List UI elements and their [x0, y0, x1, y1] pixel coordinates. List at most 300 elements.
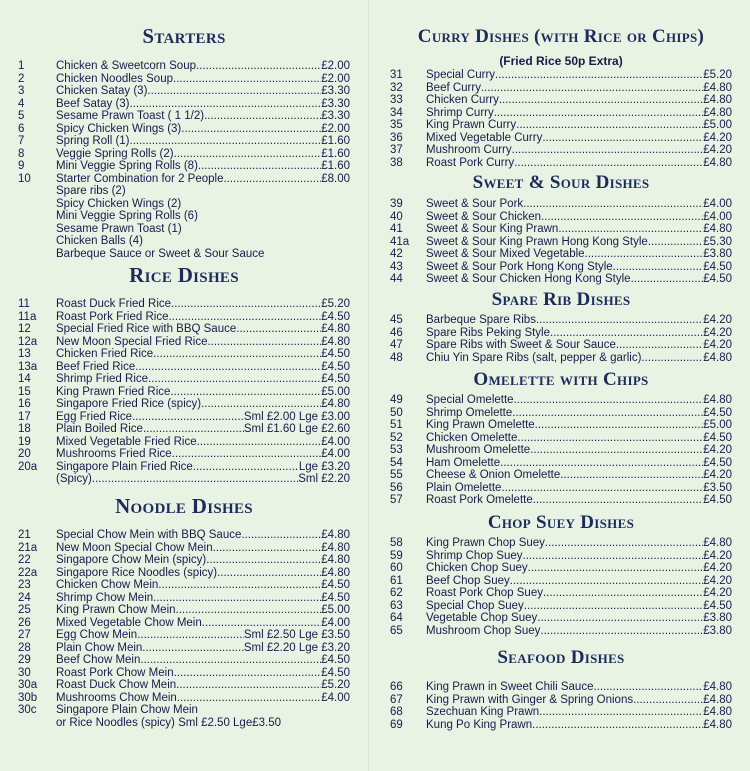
item-name: Beef Satay (3)	[56, 97, 130, 110]
item-name: Mixed Vegetable Fried Rice	[56, 435, 197, 448]
leader-dots	[158, 579, 321, 592]
item-price: £4.80	[321, 335, 350, 348]
item-number: 17	[18, 410, 31, 423]
item-price: £3.80	[703, 248, 732, 260]
item-name: Spring Roll (1)	[56, 135, 130, 147]
item-number: 30b	[18, 691, 38, 704]
menu-item	[390, 444, 732, 457]
sweet-sour-list	[390, 198, 732, 286]
item-number: 24	[18, 591, 31, 604]
item-price: £4.80	[703, 537, 732, 549]
item-number: 35	[390, 119, 403, 131]
menu-item	[18, 173, 350, 186]
menu-item	[390, 314, 732, 327]
leader-dots	[494, 107, 703, 120]
leader-dots	[176, 604, 322, 617]
item-price: £4.20	[703, 339, 732, 351]
leader-dots	[130, 98, 322, 111]
item-price: £5.20	[321, 298, 350, 310]
item-name: Sweet & Sour Mixed Vegetable	[426, 248, 585, 260]
item-name: King Prawn Curry	[426, 119, 517, 131]
item-price: £4.20	[703, 326, 732, 339]
item-price: £2.00	[321, 122, 350, 135]
leader-dots	[585, 248, 704, 261]
item-number: 53	[390, 444, 403, 456]
item-number: 16	[18, 398, 31, 410]
item-number: 11a	[18, 310, 37, 323]
menu-item	[390, 261, 732, 274]
item-number: 61	[390, 574, 403, 587]
item-price: £5.20	[703, 69, 732, 81]
combination-item: Mini Veggie Spring Rolls (6)	[56, 210, 198, 222]
leader-dots	[633, 694, 703, 707]
item-number: 31	[390, 69, 403, 81]
menu-item	[18, 642, 350, 655]
menu-item	[18, 667, 350, 680]
item-name: Szechuan King Prawn	[426, 706, 540, 718]
menu-item	[18, 298, 350, 311]
leader-dots	[236, 323, 321, 336]
item-name: Starter Combination for 2 People	[56, 172, 224, 185]
item-price: £4.80	[703, 693, 732, 706]
menu-item	[18, 361, 350, 374]
item-number: 30c	[18, 704, 37, 716]
menu-item	[18, 529, 350, 542]
leader-dots	[177, 692, 321, 705]
menu-item	[390, 612, 732, 625]
item-price: £4.50	[321, 310, 350, 323]
leader-dots	[500, 457, 703, 470]
leader-dots	[532, 719, 703, 732]
menu-item	[18, 148, 350, 161]
leader-dots	[530, 444, 703, 457]
item-price: £5.30	[703, 235, 732, 248]
leader-dots	[140, 654, 321, 667]
noodle-list	[18, 529, 350, 729]
item-number: 20	[18, 448, 31, 460]
menu-item	[18, 386, 350, 399]
menu-item	[390, 482, 732, 495]
item-number: 12	[18, 323, 31, 335]
leader-dots	[648, 236, 703, 249]
menu-item	[390, 248, 732, 261]
leader-dots	[196, 60, 321, 73]
item-name: Mixed Vegetable Curry	[426, 131, 543, 144]
leader-dots	[147, 85, 321, 98]
leader-dots	[545, 537, 703, 550]
section-title-starters: Starters	[142, 24, 226, 48]
section-title-omelette: Omelette with Chips	[473, 369, 649, 390]
item-number: 38	[390, 156, 403, 169]
item-name: Egg Fried Rice	[56, 410, 133, 423]
menu-item	[390, 394, 732, 407]
item-number: 67	[390, 693, 403, 706]
item-price: £4.20	[703, 549, 732, 562]
item-name: Shrimp Curry	[426, 106, 494, 119]
item-name: Plain Omelette	[426, 481, 502, 494]
item-name: Shrimp Chow Mein	[56, 591, 154, 604]
item-name: Plain Boiled Rice	[56, 423, 143, 435]
item-price: £4.00	[321, 435, 350, 448]
menu-item	[18, 348, 350, 361]
item-price: £4.50	[703, 599, 732, 612]
item-price: £4.80	[703, 681, 732, 693]
item-price: Sml £1.60 Lge £2.60	[243, 423, 350, 435]
item-name: Ham Omelette	[426, 456, 501, 469]
leader-dots	[204, 110, 321, 123]
leader-dots	[174, 667, 322, 680]
item-price: Sml £2.20	[298, 473, 350, 485]
spare-rib-list	[390, 314, 732, 364]
item-price: £4.50	[703, 273, 732, 285]
leader-dots	[550, 327, 703, 340]
leader-dots	[613, 261, 704, 274]
item-number: 3	[18, 85, 25, 97]
item-price: Sml £2.00 Lge £3.00	[243, 410, 350, 423]
leader-dots	[516, 119, 703, 132]
item-name: Beef Curry	[426, 81, 481, 94]
section-title-seafood: Seafood Dishes	[497, 647, 625, 668]
leader-dots	[223, 173, 321, 186]
item-name: Sweet & Sour Pork Hong Kong Style	[426, 260, 613, 273]
item-name: Special Chop Suey	[426, 599, 524, 612]
section-title-curry: Curry Dishes (with Rice or Chips)	[417, 26, 705, 47]
menu-item	[390, 198, 732, 211]
item-name: Beef Chop Suey	[426, 574, 510, 587]
menu-item	[390, 625, 732, 638]
item-price: £4.50	[321, 591, 350, 604]
leader-dots	[523, 550, 704, 563]
item-number: 54	[390, 456, 403, 469]
item-number: 48	[390, 351, 403, 364]
menu-item	[18, 554, 350, 567]
item-price: Sml £2.20 Lge £3.20	[243, 641, 350, 654]
item-number: 14	[18, 373, 31, 385]
leader-dots	[481, 82, 703, 95]
item-name: Sweet & Sour King Prawn Hong Kong Style	[426, 235, 648, 248]
item-name: Mixed Vegetable Chow Mein	[56, 616, 202, 629]
menu-item	[18, 617, 350, 630]
leader-dots	[92, 473, 298, 486]
item-number: 20a	[18, 460, 38, 473]
item-name: Beef Chow Mein	[56, 654, 141, 666]
item-number: 25	[18, 604, 31, 616]
item-price: £4.00	[321, 616, 350, 629]
leader-dots	[153, 348, 321, 361]
item-number: 13	[18, 348, 31, 360]
item-name: Special Chow Mein with BBQ Sauce	[56, 529, 242, 541]
item-name: Shrimp Chop Suey	[426, 549, 523, 562]
item-number: 56	[390, 481, 403, 494]
menu-item	[18, 411, 350, 424]
item-name: Mini Veggie Spring Rolls (8)	[56, 160, 198, 172]
leader-dots	[536, 314, 703, 327]
item-name: Sweet & Sour Pork	[426, 198, 524, 210]
leader-dots	[501, 482, 703, 495]
menu-item	[18, 717, 350, 730]
item-number: 28	[18, 641, 31, 654]
menu-item	[390, 407, 732, 420]
item-price: £4.50	[321, 666, 350, 679]
item-name: Vegetable Chop Suey	[426, 612, 538, 624]
item-price: £3.80	[703, 624, 732, 637]
leader-dots	[153, 592, 321, 605]
starters-list	[18, 60, 350, 185]
item-name: Mushroom Curry	[426, 144, 512, 156]
item-price: £4.50	[703, 494, 732, 506]
leader-dots	[168, 311, 321, 324]
item-name: King Prawn Chow Mein	[56, 604, 176, 616]
curry-list	[390, 69, 732, 169]
item-price: £4.20	[703, 131, 732, 144]
rice-list	[18, 298, 350, 486]
item-number: 29	[18, 654, 31, 666]
menu-item	[390, 706, 732, 719]
item-name: King Prawn Chop Suey	[426, 537, 545, 549]
leader-dots	[499, 94, 703, 107]
item-number: 39	[390, 198, 403, 210]
leader-dots	[512, 407, 703, 420]
leader-dots	[514, 394, 704, 407]
item-name: Egg Chow Mein	[56, 629, 138, 641]
item-price: £4.50	[321, 579, 350, 591]
leader-dots	[176, 679, 321, 692]
item-name: Chicken Chow Mein	[56, 579, 159, 591]
item-name: Chicken Noodles Soup	[56, 72, 173, 85]
leader-dots	[181, 123, 321, 136]
item-price: £4.80	[321, 566, 350, 579]
leader-dots	[135, 361, 321, 374]
item-price: £4.00	[321, 448, 350, 460]
item-name: Sesame Prawn Toast ( 1 1/2)	[56, 110, 205, 122]
item-price: £3.80	[703, 612, 732, 624]
item-number: 45	[390, 314, 403, 326]
item-price: Sml £2.50 Lge £3.50	[243, 629, 350, 641]
menu-item	[18, 85, 350, 98]
item-price: £4.50	[321, 654, 350, 666]
item-name: Roast Pork Curry	[426, 156, 515, 169]
item-number: 37	[390, 144, 403, 156]
item-number: 66	[390, 681, 403, 693]
item-number: 33	[390, 94, 403, 106]
menu-item	[18, 423, 350, 436]
menu-item	[390, 494, 732, 507]
menu-item	[18, 629, 350, 642]
item-price: £2.00	[321, 72, 350, 85]
item-number: 40	[390, 210, 403, 223]
menu-item	[18, 542, 350, 555]
leader-dots	[558, 223, 703, 236]
menu-item	[18, 373, 350, 386]
item-name: Spicy Chicken Wings (3)	[56, 122, 182, 135]
item-name: Singapore Rice Noodles (spicy)	[56, 566, 218, 579]
item-price: £4.00	[321, 691, 350, 704]
leader-dots	[542, 132, 703, 145]
menu-item	[390, 681, 732, 694]
menu-item	[390, 236, 732, 249]
menu-item	[18, 60, 350, 73]
item-number: 15	[18, 385, 31, 398]
menu-item	[390, 575, 732, 588]
item-name: or Rice Noodles (spicy) Sml £2.50 Lge£3.50	[56, 716, 282, 729]
leader-dots	[193, 461, 299, 474]
item-name: Chicken Omelette	[426, 431, 518, 444]
item-number: 42	[390, 248, 403, 260]
item-price: £4.80	[703, 718, 732, 731]
leader-dots	[535, 419, 704, 432]
item-number: 21	[18, 529, 31, 541]
menu-item	[390, 719, 732, 732]
starter-combination-contents	[18, 185, 350, 260]
item-number: 1	[18, 60, 25, 72]
item-number: 19	[18, 435, 31, 448]
item-name: Mushrooms Fried Rice	[56, 448, 172, 460]
item-name: King Prawn Fried Rice	[56, 385, 171, 398]
item-price: £4.50	[703, 456, 732, 469]
menu-item	[18, 692, 350, 705]
item-price: £4.20	[703, 587, 732, 599]
leader-dots	[142, 642, 244, 655]
item-number: 4	[18, 97, 25, 110]
combination-item: Spare ribs (2)	[56, 185, 126, 197]
item-price: £4.80	[321, 398, 350, 410]
item-number: 44	[390, 273, 403, 285]
item-price: £5.20	[321, 679, 350, 691]
leader-dots	[130, 135, 322, 148]
item-price: £4.80	[703, 94, 732, 106]
item-name: Veggie Spring Rolls (2)	[56, 147, 174, 160]
leader-dots	[132, 411, 244, 424]
item-name: Plain Chow Mein	[56, 641, 143, 654]
leader-dots	[197, 436, 322, 449]
menu-item	[390, 469, 732, 482]
menu-item	[390, 82, 732, 95]
item-name: Spare Ribs Peking Style	[426, 326, 551, 339]
item-price: Lge £3.20	[298, 460, 350, 473]
item-number: 60	[390, 562, 403, 574]
item-name: Roast Pork Chow Mein	[56, 666, 174, 679]
item-name: Shrimp Fried Rice	[56, 373, 149, 385]
menu-item	[390, 587, 732, 600]
item-price: £3.30	[321, 85, 350, 97]
menu-item	[18, 311, 350, 324]
menu-item	[18, 98, 350, 111]
item-number: 21a	[18, 541, 38, 554]
item-name: Kung Po King Prawn	[426, 718, 533, 731]
leader-dots	[540, 625, 703, 638]
menu-item	[18, 567, 350, 580]
item-number: 51	[390, 419, 403, 431]
item-number: 58	[390, 537, 403, 549]
leader-dots	[206, 554, 321, 567]
item-price: £4.80	[321, 554, 350, 566]
item-name: Chicken Chop Suey	[426, 562, 528, 574]
leader-dots	[510, 575, 703, 588]
item-name: Singapore Plain Chow Mein	[56, 704, 198, 716]
item-name: Special Curry	[426, 69, 496, 81]
menu-item	[18, 323, 350, 336]
item-price: £4.20	[703, 574, 732, 587]
item-number: 36	[390, 131, 403, 144]
leader-dots	[641, 352, 703, 365]
item-number: 26	[18, 616, 31, 629]
item-name: Chicken Satay (3)	[56, 85, 148, 97]
menu-item	[18, 110, 350, 123]
menu-item	[18, 461, 350, 474]
item-number: 55	[390, 469, 403, 481]
item-price: £8.00	[321, 172, 350, 185]
item-name: Mushroom Chop Suey	[426, 624, 541, 637]
section-title-spare-rib: Spare Rib Dishes	[491, 289, 631, 310]
menu-item	[18, 604, 350, 617]
item-number: 11	[18, 298, 30, 310]
item-price: £4.80	[321, 529, 350, 541]
leader-dots	[217, 567, 321, 580]
omelette-list	[390, 394, 732, 507]
leader-dots	[631, 273, 704, 286]
item-name: Beef Fried Rice	[56, 360, 136, 373]
item-price: £3.50	[703, 481, 732, 494]
item-number: 23	[18, 579, 31, 591]
item-number: 64	[390, 612, 403, 624]
item-name: Special Omelette	[426, 394, 514, 406]
leader-dots	[514, 157, 703, 170]
item-price: £4.20	[703, 562, 732, 574]
leader-dots	[202, 617, 321, 630]
item-name: (Spicy)	[56, 473, 92, 485]
leader-dots	[616, 339, 703, 352]
leader-dots	[198, 160, 321, 173]
item-name: Shrimp Omelette	[426, 406, 513, 419]
item-price: £4.80	[321, 541, 350, 554]
item-number: 22	[18, 554, 31, 566]
leader-dots	[137, 629, 244, 642]
menu-item	[18, 336, 350, 349]
item-number: 27	[18, 629, 31, 641]
section-title-chop-suey: Chop Suey Dishes	[487, 512, 635, 533]
menu-item	[390, 157, 732, 170]
menu-item	[18, 73, 350, 86]
menu-item	[18, 448, 350, 461]
menu-item	[18, 704, 350, 717]
item-name: Cheese & Onion Omelette	[426, 469, 561, 481]
item-price: £5.00	[321, 385, 350, 398]
item-price: £4.80	[703, 106, 732, 119]
menu-item	[18, 135, 350, 148]
menu-item	[18, 436, 350, 449]
item-name: Barbeque Spare Ribs	[426, 314, 536, 326]
menu-item	[390, 223, 732, 236]
menu-item	[390, 432, 732, 445]
leader-dots	[207, 336, 321, 349]
leader-dots	[537, 612, 703, 625]
menu-item	[18, 398, 350, 411]
item-price: £4.20	[703, 444, 732, 456]
item-price: £4.80	[703, 81, 732, 94]
item-name: Chicken Curry	[426, 94, 499, 106]
item-name: Chicken & Sweetcorn Soup	[56, 60, 196, 72]
item-number: 47	[390, 339, 403, 351]
item-price: £2.00	[321, 60, 350, 72]
item-price: £5.00	[703, 119, 732, 131]
leader-dots	[593, 681, 703, 694]
item-name: Special Fried Rice with BBQ Sauce	[56, 323, 237, 335]
menu-item	[390, 69, 732, 82]
item-number: 12a	[18, 335, 38, 348]
leader-dots	[524, 600, 703, 613]
leader-dots	[495, 69, 703, 82]
leader-dots	[170, 386, 321, 399]
